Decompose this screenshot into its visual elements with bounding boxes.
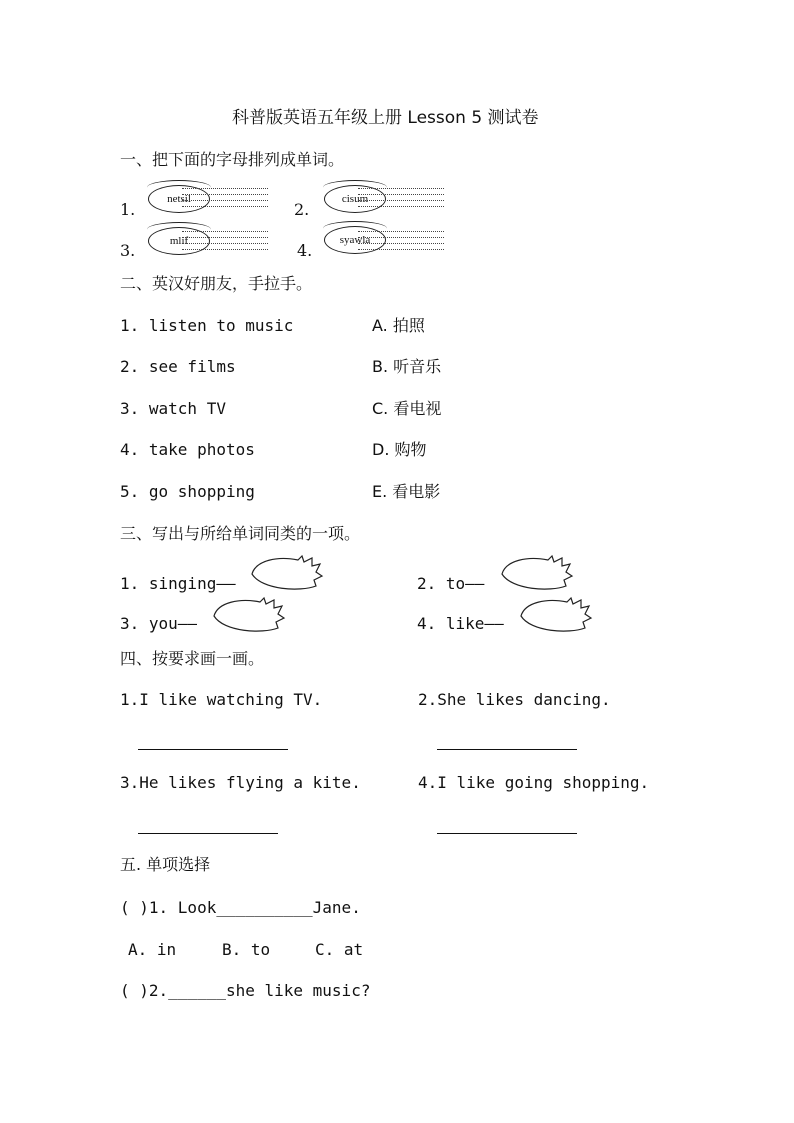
s1-item1-answer-lines[interactable] [182, 184, 268, 206]
s2-right-item-d: D. 购物 [372, 440, 427, 459]
s4-item1-sentence: 1.I like watching TV. [120, 690, 323, 709]
s1-item2-answer-lines[interactable] [358, 184, 444, 206]
s2-left-item2: 2. see films [120, 357, 236, 376]
s3-item2-label: 2. to—— [417, 574, 485, 593]
section5-heading: 五. 单项选择 [120, 855, 211, 874]
section2-heading: 二、英汉好朋友，手拉手。 [120, 274, 313, 293]
s1-item4-number: 4. [297, 241, 313, 260]
s1-item3-number: 3. [120, 241, 136, 260]
s1-item4-answer-lines[interactable] [358, 227, 444, 249]
page-title: 科普版英语五年级上册 Lesson 5 测试卷 [232, 108, 539, 128]
s4-item2-answer-line[interactable] [437, 748, 577, 750]
s5-q1-option-a[interactable]: A. in [128, 940, 177, 959]
s3-item3-label: 3. you—— [120, 614, 198, 633]
s1-item2-letters: cisum [324, 185, 386, 213]
s5-question2: ( )2.______she like music? [120, 981, 371, 1000]
s1-item2-number: 2. [294, 200, 310, 219]
s2-left-item4: 4. take photos [120, 440, 255, 459]
s3-item4-leaf-answer-shape[interactable] [519, 596, 593, 634]
s3-item3-leaf-answer-shape[interactable] [212, 596, 286, 634]
s4-item1-answer-line[interactable] [138, 748, 288, 750]
s3-item1-leaf-answer-shape[interactable] [250, 554, 324, 592]
s4-item2-sentence: 2.She likes dancing. [418, 690, 611, 709]
s4-item3-answer-line[interactable] [138, 832, 278, 834]
s3-item2-leaf-answer-shape[interactable] [500, 554, 574, 592]
s3-item4-label: 4. like—— [417, 614, 504, 633]
s2-right-item-a: A. 拍照 [372, 316, 425, 335]
s1-item4-letters: syawla [324, 226, 386, 254]
section4-heading: 四、按要求画一画。 [120, 649, 265, 668]
s2-right-item-b: B. 听音乐 [372, 357, 442, 376]
section1-heading: 一、把下面的字母排列成单词。 [120, 150, 345, 169]
s2-right-item-e: E. 看电影 [372, 482, 441, 501]
s1-item3-letters: mlif [148, 227, 210, 255]
section3-heading: 三、写出与所给单词同类的一项。 [120, 524, 361, 543]
s2-left-item1: 1. listen to music [120, 316, 294, 335]
s5-q1-option-b[interactable]: B. to [222, 940, 271, 959]
s2-left-item5: 5. go shopping [120, 482, 255, 501]
s1-item1-letters: netsil [148, 185, 210, 213]
s3-item1-label: 1. singing—— [120, 574, 236, 593]
s1-item1-number: 1. [120, 200, 136, 219]
s5-question1: ( )1. Look__________Jane. [120, 898, 361, 917]
s2-left-item3: 3. watch TV [120, 399, 226, 418]
s2-right-item-c: C. 看电视 [372, 399, 442, 418]
s5-q1-option-c[interactable]: C. at [315, 940, 364, 959]
s1-item3-answer-lines[interactable] [182, 227, 268, 249]
s4-item3-sentence: 3.He likes flying a kite. [120, 773, 361, 792]
s4-item4-sentence: 4.I like going shopping. [418, 773, 650, 792]
s4-item4-answer-line[interactable] [437, 832, 577, 834]
